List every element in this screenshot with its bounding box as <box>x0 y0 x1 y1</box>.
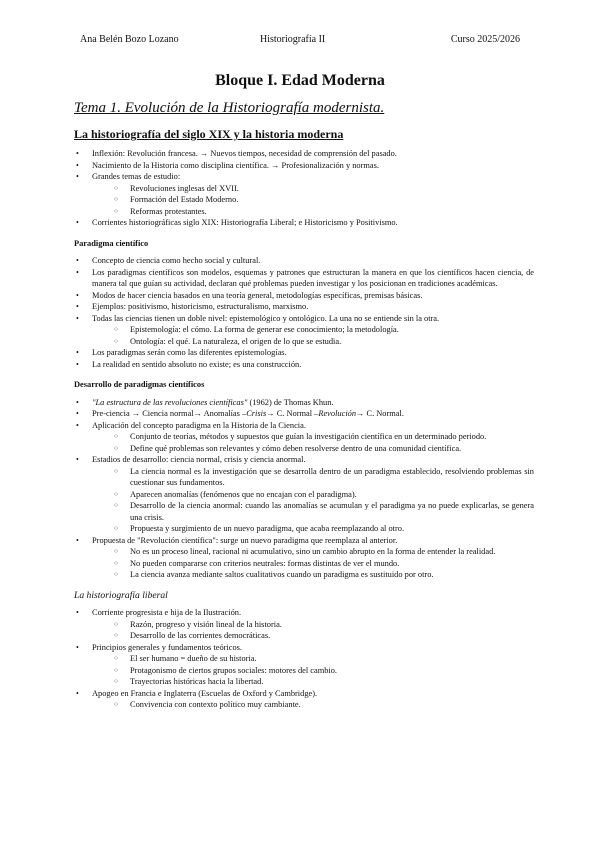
header-author: Ana Belén Bozo Lozano <box>80 34 179 45</box>
sublist-item: ○ Convivencia con contexto político muy cambiante. <box>92 699 534 711</box>
stage-text: → C. Normal – <box>266 409 319 418</box>
list-item: • Los paradigmas serán como las diferentes epistemologías. <box>74 347 534 359</box>
sublist-item: ○ Propuesta y surgimiento de un nuevo paradigma, que acaba reemplazando al otro. <box>92 523 534 535</box>
list-item: • Corrientes historiográficas siglo XIX: Historiografía Liberal; e Historicismo y Positivismo. <box>74 217 534 229</box>
list-item-text: Estadios de desarrollo: ciencia normal, crisis y ciencia anormal. <box>92 455 306 464</box>
sublist-item: ○ Protagonismo de ciertos grupos sociales: motores del cambio. <box>92 665 534 677</box>
sublist <box>92 619 534 642</box>
paradigma-heading: Paradigma científico <box>74 238 149 248</box>
sublist <box>92 546 534 581</box>
list-item <box>74 688 534 711</box>
paradigma-list <box>74 255 534 370</box>
sublist-item: ○ Desarrollo de la ciencia anormal: cuando las anomalías se acumulan y el paradigma ya no puede explicarlas, se genera una crisis. <box>92 500 534 523</box>
list-item <box>74 454 534 535</box>
list-item-text: Propuesta de "Revolución científica": surge un nuevo paradigma que reemplaza al anterior. <box>92 535 398 545</box>
sublist-item: ○ La ciencia avanza mediante saltos cualitativos cuando un paradigma es sustituido por otro. <box>92 569 534 581</box>
list-item: • Concepto de ciencia como hecho social y cultural. <box>74 255 534 267</box>
liberal-heading: La historiografía liberal <box>74 589 168 601</box>
sublist <box>92 653 534 688</box>
list-item <box>74 408 534 420</box>
document-title: Bloque I. Edad Moderna <box>215 72 385 89</box>
liberal-list <box>74 607 534 711</box>
sublist-item: ○ Conjunto de teorías, métodos y supuestos que guían la investigación científica en un determinado periodo. <box>92 431 534 443</box>
sublist-item: ○ No pueden compararse con criterios neutrales: formas distintas de ver el mundo. <box>92 558 534 570</box>
sublist <box>92 324 534 347</box>
header-subject: Historiografía II <box>260 34 326 45</box>
section-heading: La historiografía del siglo XIX y la historia moderna <box>74 127 344 141</box>
sublist-item: ○ Define qué problemas son relevantes y cómo deben resolverse dentro de una comunidad científica. <box>92 443 534 455</box>
sublist-item: ○ La ciencia normal es la investigación que se desarrolla dentro de un paradigma establecido, resolviendo problemas sin cuestionar sus fundamentos. <box>92 466 534 489</box>
sublist-item: ○ Trayectorias históricas hacia la libertad. <box>92 676 534 688</box>
list-item-text: Todas las ciencias tienen un doble nivel: epistemológico y ontológico. La una no se entiende sin la otra. <box>92 313 440 323</box>
list-item <box>74 535 534 581</box>
sublist-item: ○ Desarrollo de las corrientes democráticas. <box>92 630 534 642</box>
list-item: • Ejemplos: positivismo, historicismo, estructuralismo, marxismo. <box>74 301 534 313</box>
sublist-item: ○ No es un proceso lineal, racional ni acumulativo, sino un cambio abrupto en la forma de entender la realidad. <box>92 546 534 558</box>
sublist <box>92 466 534 535</box>
list-item-text: Corriente progresista e hija de la Ilustración. <box>92 608 242 617</box>
sublist <box>92 183 534 218</box>
list-item <box>74 397 534 409</box>
list-item: • La realidad en sentido absoluto no existe; es una construcción. <box>74 359 534 371</box>
tema-heading: Tema 1. Evolución de la Historiografía modernista. <box>74 100 385 116</box>
list-item: • Nacimiento de la Historia como disciplina científica. → Profesionalización y normas. <box>74 160 534 172</box>
desarrollo-heading: Desarrollo de paradigmas científicos <box>74 380 205 389</box>
desarrollo-list <box>74 397 534 581</box>
sublist-item: ○ Ontología: el qué. La naturaleza, el origen de lo que se estudia. <box>92 336 534 348</box>
sublist-item: ○ El ser humano = dueño de su historia. <box>92 653 534 665</box>
list-item <box>74 313 534 348</box>
list-item-text: Principios generales y fundamentos teóricos. <box>92 642 243 652</box>
list-item-text: Apogeo en Francia e Inglaterra (Escuelas de Oxford y Cambridge). <box>92 688 318 698</box>
book-info: (1962) de Thomas Khun. <box>247 397 334 407</box>
page-header <box>80 34 520 48</box>
sublist-item: ○ Revoluciones inglesas del XVII. <box>92 183 534 195</box>
document-body <box>74 148 534 711</box>
sublist-item: ○ Razón, progreso y visión lineal de la historia. <box>92 619 534 631</box>
list-item: • Inflexión: Revolución francesa. → Nuevos tiempos, necesidad de comprensión del pasado. <box>74 148 534 160</box>
list-item-text: Aplicación del concepto paradigma en la Historia de la Ciencia. <box>92 420 306 430</box>
list-item <box>74 171 534 217</box>
stage-text: Pre-ciencia → Ciencia normal→ Anomalías – <box>92 409 247 418</box>
sublist-item: ○ Formación del Estado Moderno. <box>92 194 534 206</box>
list-item-text: Grandes temas de estudio: <box>92 172 181 181</box>
stage-revolucion: Revolución <box>318 409 357 418</box>
stage-text: → C. Normal. <box>356 409 404 418</box>
sublist-item: ○ Reformas protestantes. <box>92 206 534 218</box>
list-item <box>74 607 534 642</box>
list-item: • Modos de hacer ciencia basados en una teoría general, metodologías específicas, premisas básicas. <box>74 290 534 302</box>
list-item <box>74 642 534 688</box>
sublist <box>92 699 534 711</box>
sublist-item: ○ Epistemología: el cómo. La forma de generar ese conocimiento; la metodología. <box>92 324 534 336</box>
list-item: • Los paradigmas científicos son modelos, esquemas y patrones que estructuran la manera en que los científicos hacen ciencia, de manera tal que guían su actividad, declaran qué problemas pueden investigar y los posicionan en tradiciones académicas. <box>74 267 534 290</box>
list-item <box>74 420 534 455</box>
sublist-item: ○ Aparecen anomalías (fenómenos que no encajan con el paradigma). <box>92 489 534 501</box>
intro-list <box>74 148 534 229</box>
stage-crisis: Crisis <box>246 409 267 418</box>
book-title: "La estructura de las revoluciones científicas" <box>92 397 248 407</box>
sublist <box>92 431 534 454</box>
header-course: Curso 2025/2026 <box>450 34 520 45</box>
